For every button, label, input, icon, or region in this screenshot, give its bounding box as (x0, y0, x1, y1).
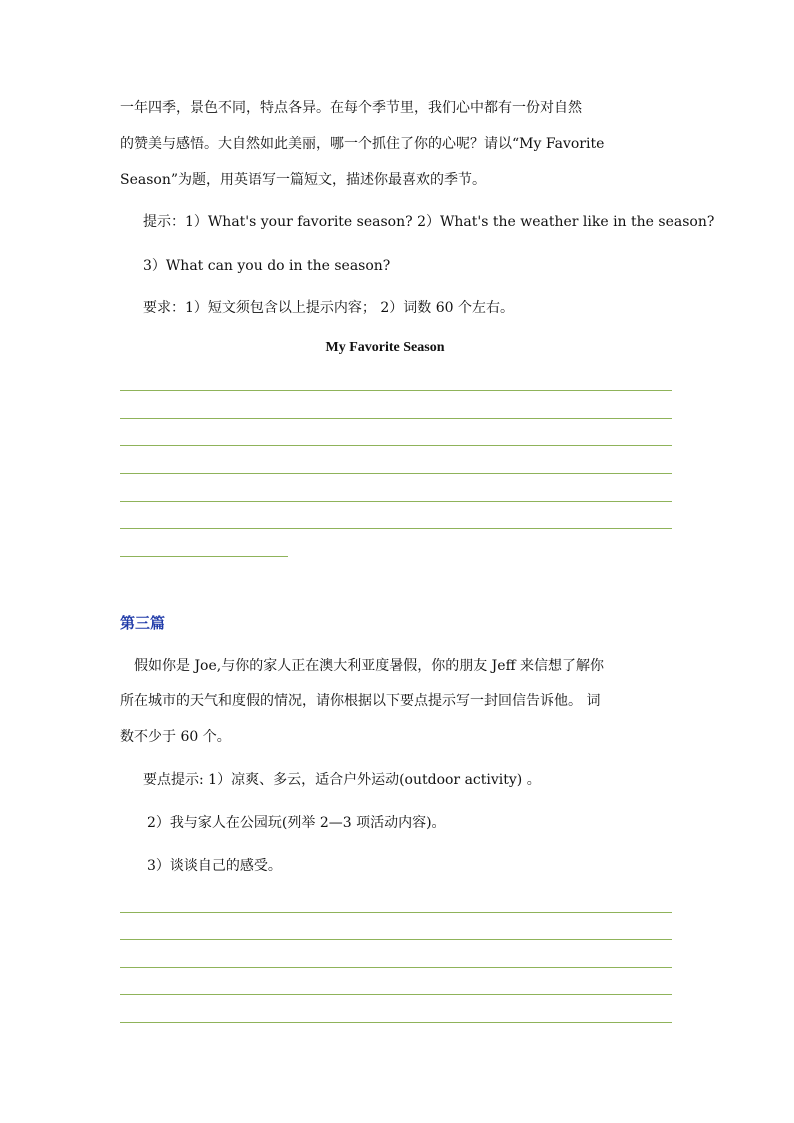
writing-line (120, 445, 672, 446)
writing-line (120, 473, 672, 474)
writing-line (120, 390, 672, 391)
writing-line (120, 528, 672, 529)
prompt-paragraph-line-3: 数不少于 60 个。 (120, 729, 231, 745)
prompt-paragraph-line-3: Season”为题，用英语写一篇短文，描述你最喜欢的季节。 (120, 172, 487, 188)
writing-line (120, 912, 672, 913)
point-line-3: 3）谈谈自己的感受。 (147, 858, 282, 874)
hint-line-1: 提示：1）What's your favorite season? 2）What's the weather like in the season? (143, 214, 715, 230)
prompt-paragraph-line-2: 的赞美与感悟。大自然如此美丽，哪一个抓住了你的心呢？请以“My Favorite (120, 136, 605, 152)
hint-line-2: 3）What can you do in the season? (143, 258, 391, 274)
point-line-2: 2）我与家人在公园玩(列举 2—3 项活动内容)。 (147, 815, 446, 831)
essay-title: My Favorite Season (325, 340, 445, 355)
writing-line-short (120, 556, 288, 557)
prompt-paragraph-line-1: 假如你是 Joe,与你的家人正在澳大利亚度暑假，你的朋友 Jeff 来信想了解你 (134, 658, 604, 674)
prompt-paragraph-line-1: 一年四季，景色不同，特点各异。在每个季节里，我们心中都有一份对自然 (120, 100, 582, 116)
writing-line (120, 967, 672, 968)
section-heading: 第三篇 (120, 614, 166, 632)
writing-line (120, 418, 672, 419)
writing-line (120, 501, 672, 502)
point-line-1: 要点提示: 1）凉爽、多云，适合户外运动(outdoor activity) 。 (143, 772, 541, 788)
requirement-line: 要求：1）短文须包含以上提示内容； 2）词数 60 个左右。 (143, 300, 514, 316)
writing-line (120, 1022, 672, 1023)
prompt-paragraph-line-2: 所在城市的天气和度假的情况，请你根据以下要点提示写一封回信告诉他。 词 (120, 693, 601, 709)
writing-line (120, 994, 672, 995)
writing-line (120, 939, 672, 940)
